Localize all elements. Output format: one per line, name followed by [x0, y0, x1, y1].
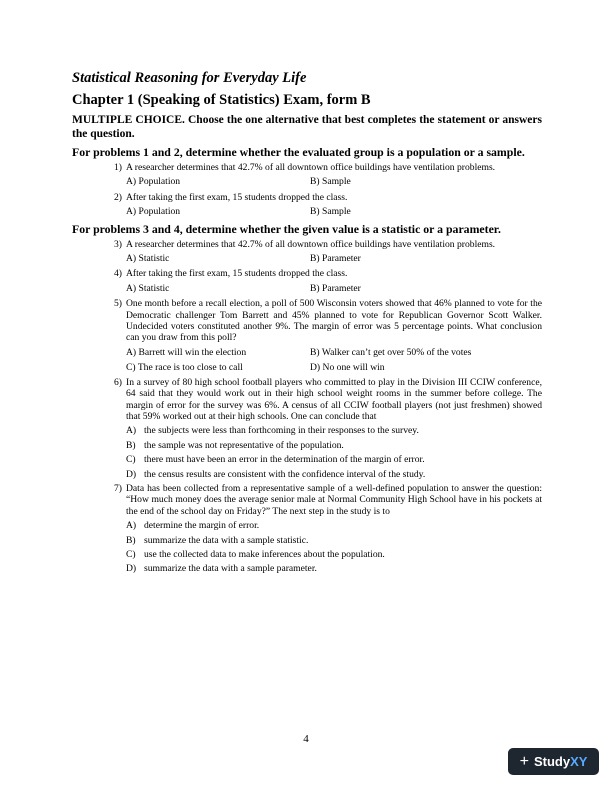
question-text: After taking the first exam, 15 students dropped the class.: [126, 268, 348, 280]
exam-page: [72, 70, 542, 578]
question-4: [72, 268, 542, 294]
answer-choices: [126, 206, 542, 217]
question-number: 3): [114, 238, 122, 250]
choice-a[interactable]: [126, 520, 542, 531]
choice-a[interactable]: A) Statistic: [126, 253, 170, 265]
choice-text: determine the margin of error.: [144, 520, 260, 532]
section-heading-population-sample: For problems 1 and 2, determine whether the evaluated group is a population or a sample.: [72, 145, 525, 159]
watermark-suffix: XY: [570, 754, 588, 769]
book-title: Statistical Reasoning for Everyday Life: [72, 70, 307, 86]
question-number: 7): [114, 482, 122, 494]
choice-letter: B): [126, 439, 136, 451]
choice-c[interactable]: [126, 549, 542, 560]
question-text: A researcher determines that 42.7% of all downtown office buildings have ventilation problems.: [126, 162, 496, 173]
choice-b[interactable]: [126, 440, 542, 451]
question-number: 4): [114, 268, 122, 280]
question-3: [72, 239, 542, 265]
choice-letter: A): [126, 425, 137, 437]
section-heading-statistic-parameter: For problems 3 and 4, determine whether the given value is a statistic or a parameter.: [72, 221, 501, 236]
choice-b[interactable]: B) Parameter: [310, 253, 361, 265]
choice-b[interactable]: B) Walker can’t get over 50% of the votes: [310, 346, 472, 358]
choice-c[interactable]: C) The race is too close to call: [126, 362, 243, 374]
choice-a[interactable]: A) Population: [126, 176, 181, 188]
choice-b[interactable]: B) Sample: [310, 176, 351, 188]
answer-choices: [126, 347, 542, 374]
choice-b[interactable]: [126, 535, 542, 546]
choice-letter: D): [126, 468, 137, 480]
plus-icon: +: [519, 752, 529, 770]
choice-letter: B): [126, 534, 136, 546]
studyxy-watermark[interactable]: [508, 748, 599, 775]
choice-letter: A): [126, 520, 137, 532]
choice-d[interactable]: [126, 563, 542, 574]
choice-letter: D): [126, 563, 137, 575]
question-text: A researcher determines that 42.7% of all downtown office buildings have ventilation problems.: [126, 238, 496, 250]
question-6: [72, 377, 542, 480]
question-number: 2): [114, 191, 122, 203]
question-number: 5): [114, 298, 122, 310]
choice-d[interactable]: [126, 469, 542, 480]
question-2: [72, 192, 542, 218]
question-text: Data has been collected from a representative sample of a well-defined population to answer the question: “How much money does the average senior male at Normal Community High School have in his pockets at the end of the school day on Friday?” The next step in the study is to: [126, 482, 542, 517]
question-7: [72, 483, 542, 575]
choice-a[interactable]: A) Statistic: [126, 282, 170, 294]
watermark-prefix: Study: [533, 754, 571, 769]
choice-b[interactable]: B) Parameter: [310, 282, 361, 294]
question-1: [72, 162, 542, 188]
choice-text: the subjects were less than forthcoming in their responses to the survey.: [144, 425, 419, 437]
choice-a[interactable]: [126, 425, 542, 436]
chapter-title: Chapter 1 (Speaking of Statistics) Exam, form B: [72, 92, 371, 108]
answer-choices: [126, 520, 542, 575]
choice-text: summarize the data with a sample statistic.: [144, 534, 309, 546]
answer-choices: [126, 253, 542, 264]
choice-letter: C): [126, 548, 136, 560]
choice-text: the census results are consistent with the confidence interval of the study.: [144, 468, 426, 480]
answer-choices: [126, 425, 542, 480]
instructions: MULTIPLE CHOICE. Choose the one alternative that best completes the statement or answers the question.: [72, 114, 542, 140]
question-text: In a survey of 80 high school football players who committed to play in the Division III CCIW conference, 64 said that they would work out in their high school weight rooms in the summer before college. The margin of error for the survey was 6%. A census of all CCIW football players (not just freshmen) showed that 59% worked out at their high schools. One can conclude that: [126, 376, 542, 422]
choice-letter: C): [126, 454, 136, 466]
choice-d[interactable]: D) No one will win: [310, 362, 385, 374]
choice-a[interactable]: A) Population: [126, 206, 181, 218]
choice-text: use the collected data to make inferences about the population.: [144, 548, 385, 560]
page-number: 4: [303, 733, 309, 745]
choice-a[interactable]: A) Barrett will win the election: [126, 346, 247, 358]
question-number: 6): [114, 376, 122, 388]
choice-c[interactable]: [126, 454, 542, 465]
choice-text: summarize the data with a sample parameter.: [144, 563, 317, 575]
answer-choices: [126, 283, 542, 294]
choice-b[interactable]: B) Sample: [310, 206, 351, 218]
question-5: [72, 298, 542, 373]
question-text: After taking the first exam, 15 students dropped the class.: [126, 191, 348, 203]
question-number: 1): [114, 162, 122, 173]
question-text: One month before a recall election, a poll of 500 Wisconsin voters showed that 46% planned to vote for the Democratic challenger Tom Barrett and 45% planned to vote for Republican Governor Scott Walker. Undecided voters constituted another 9%. The margin of error was 5 percentage points. What conclusion can you draw from this poll?: [126, 298, 542, 344]
choice-text: there must have been an error in the determination of the margin of error.: [144, 454, 425, 466]
answer-choices: [126, 176, 542, 187]
choice-text: the sample was not representative of the population.: [144, 439, 344, 451]
